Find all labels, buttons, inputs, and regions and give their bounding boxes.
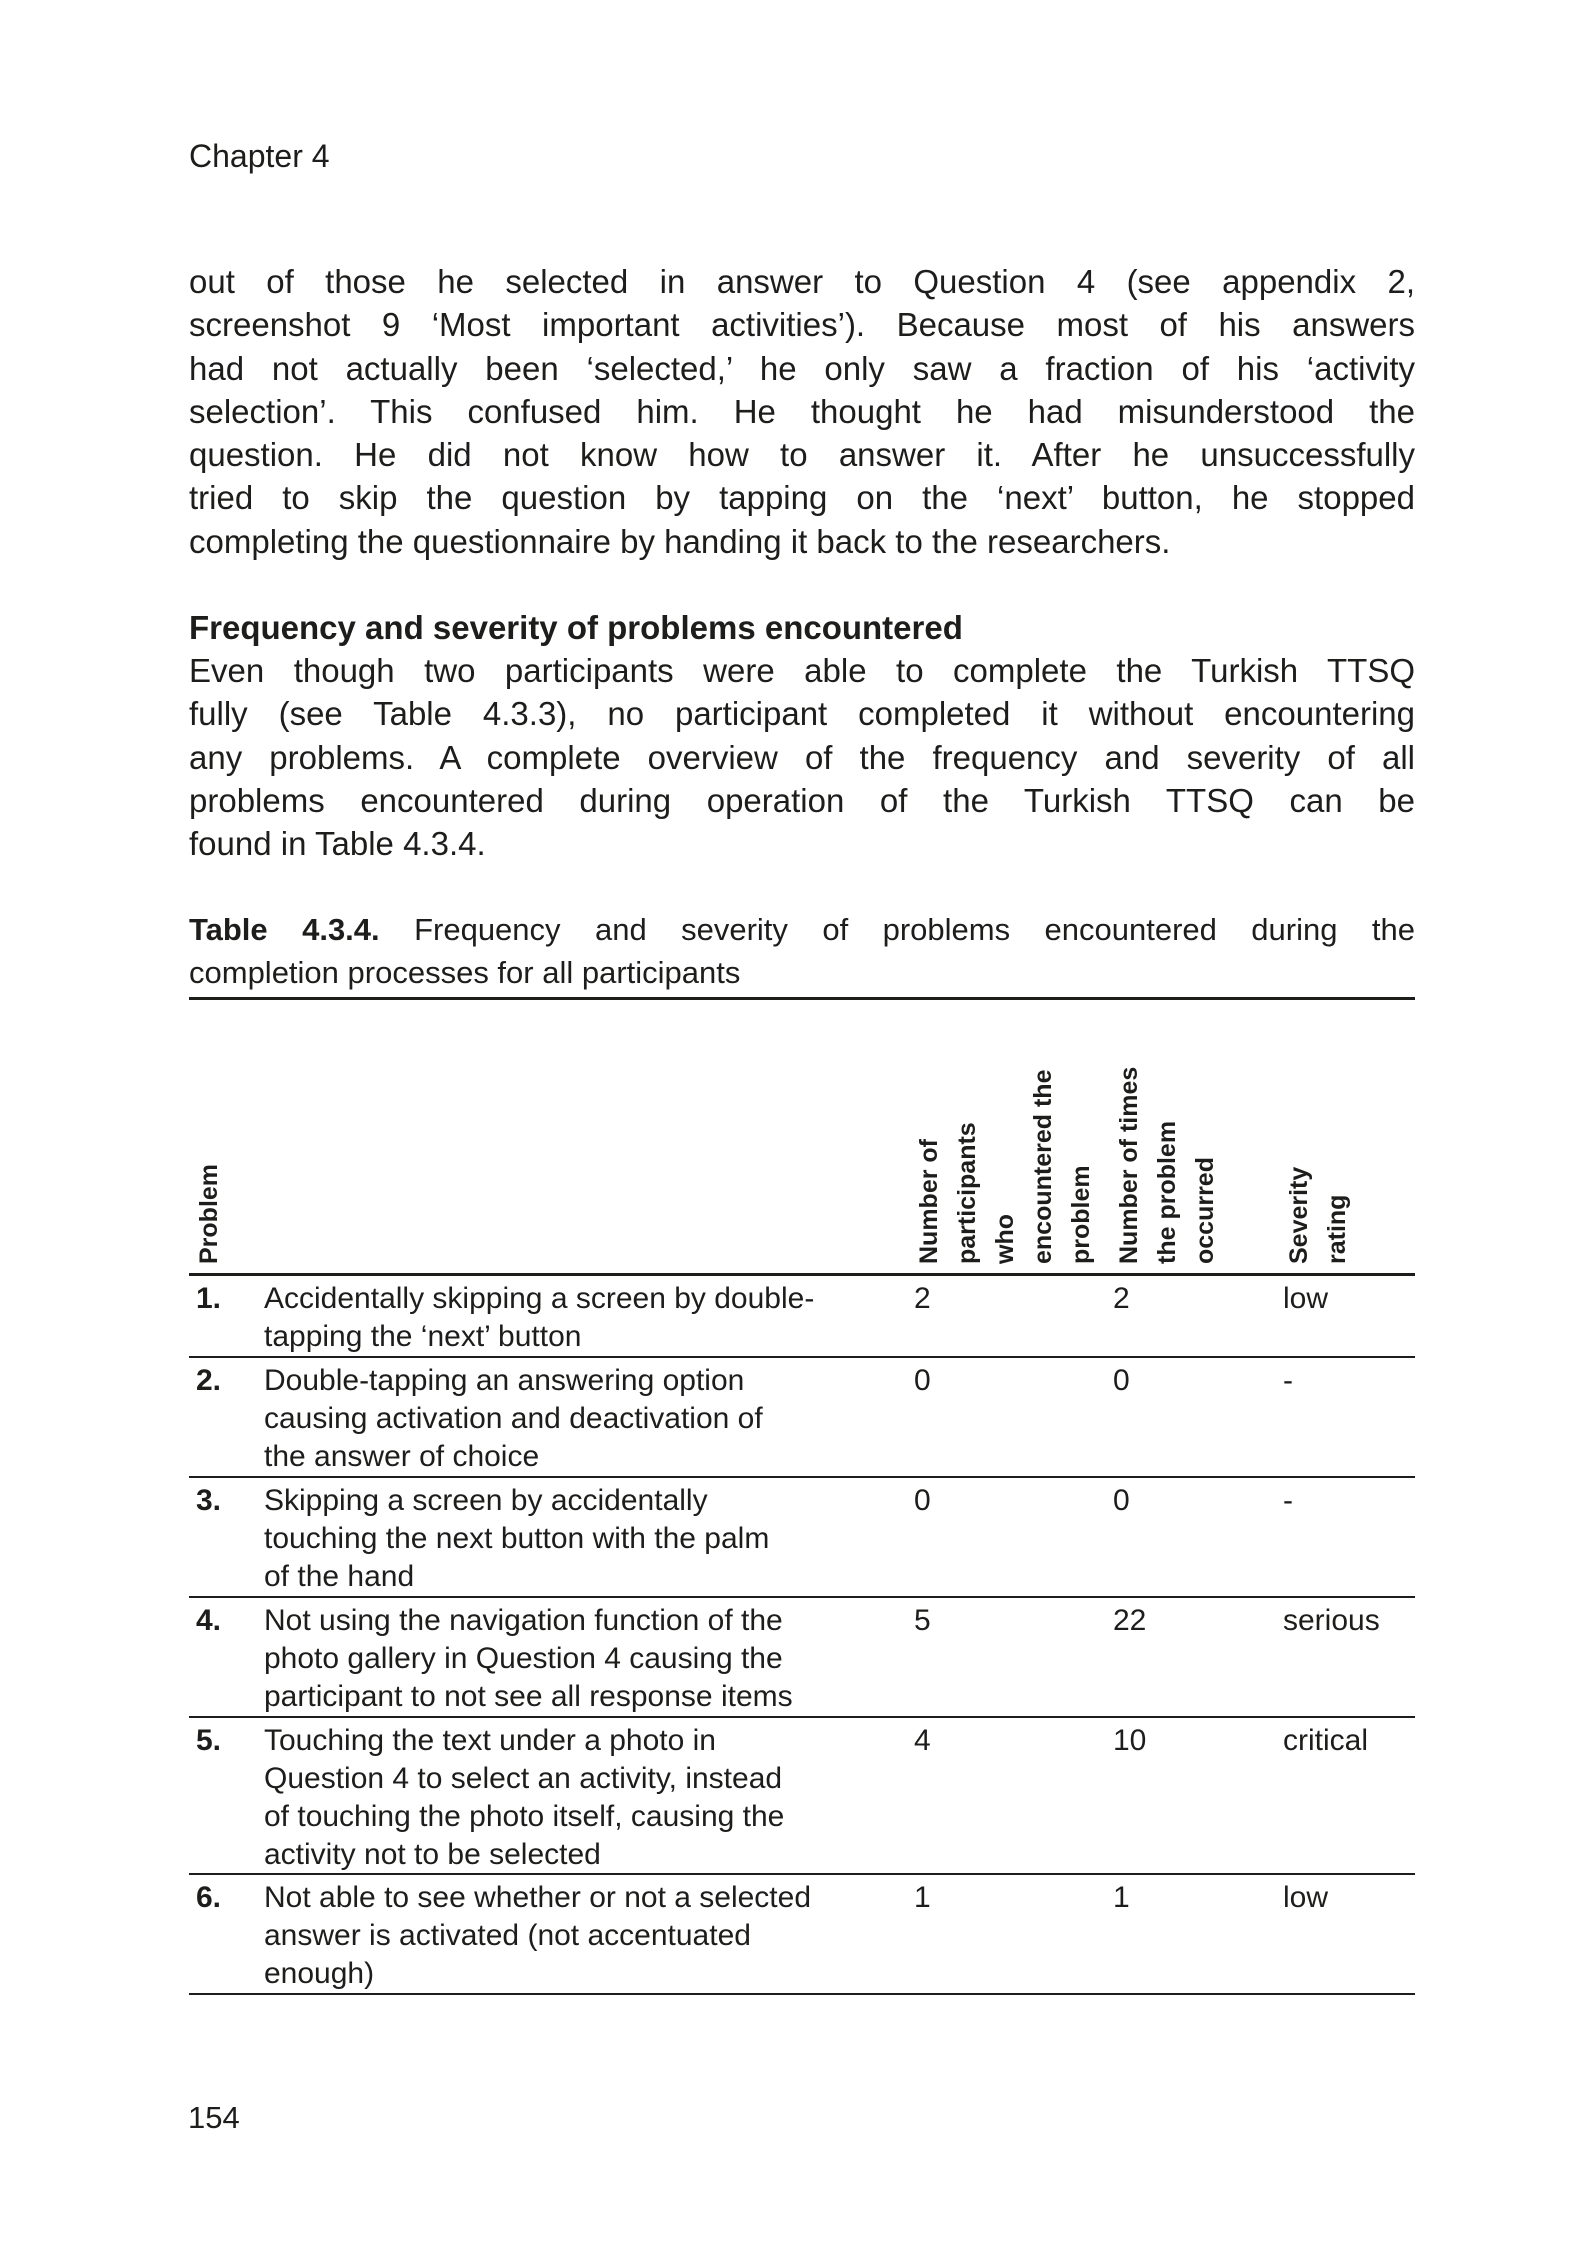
row-number: 5. [196, 1724, 222, 1757]
desc-line: of the hand [264, 1560, 415, 1593]
participants-count: 5 [914, 1604, 931, 1637]
desc-line: photo gallery in Question 4 causing the [264, 1642, 783, 1675]
problem-description [264, 1482, 904, 1596]
desc-line: tapping the ‘next’ button [264, 1320, 582, 1353]
page-number: 154 [188, 2100, 240, 2135]
desc-line: the answer of choice [264, 1440, 540, 1473]
desc-line: answer is activated (not accentuated [264, 1919, 751, 1952]
desc-line: Not able to see whether or not a selected [264, 1881, 812, 1914]
header-line: Number of times [1115, 1066, 1143, 1264]
header-times [1110, 1004, 1224, 1264]
section-heading: Frequency and severity of problems encountered [189, 609, 963, 646]
text-line: had not actually been ‘selected,’ he only saw a fraction of his ‘activity [189, 349, 1415, 387]
desc-line: enough) [264, 1957, 375, 1990]
body-paragraph-2 [189, 649, 1415, 865]
table-top-rule [189, 997, 1415, 1000]
header-participants [910, 1010, 1100, 1264]
severity-rating: serious [1283, 1604, 1380, 1637]
text-line: Even though two participants were able to complete the Turkish TTSQ [189, 652, 1415, 689]
problem-description [264, 1280, 904, 1356]
severity-rating: low [1283, 1881, 1329, 1914]
times-count: 0 [1113, 1484, 1130, 1517]
row-divider [189, 1596, 1415, 1598]
problem-description [264, 1362, 904, 1476]
text-line: screenshot 9 ‘Most important activities’). Because most of his answers [189, 306, 1415, 344]
severity-rating: - [1283, 1484, 1293, 1517]
header-line: problem [1067, 1165, 1095, 1264]
row-number: 1. [196, 1282, 222, 1315]
text-line: completing the questionnaire by handing it back to the researchers. [189, 522, 1171, 560]
header-line: participants [953, 1122, 981, 1264]
times-count: 1 [1113, 1881, 1130, 1914]
desc-line: activity not to be selected [264, 1838, 601, 1871]
caption-label: Table 4.3.4. [189, 912, 380, 947]
row-number: 3. [196, 1484, 222, 1517]
header-line: Problem [195, 1163, 223, 1264]
row-number: 4. [196, 1604, 222, 1637]
text-line: tried to skip the question by tapping on the ‘next’ button, he stopped [189, 479, 1415, 517]
times-count: 22 [1113, 1604, 1147, 1637]
desc-line: Touching the text under a photo in [264, 1724, 716, 1757]
caption-line: completion processes for all participants [189, 955, 741, 991]
participants-count: 0 [914, 1364, 931, 1397]
text-line: question. He did not know how to answer it. After he unsuccessfully [189, 436, 1415, 474]
row-number: 2. [196, 1364, 222, 1397]
table-bottom-rule [189, 1993, 1415, 1995]
severity-rating: critical [1283, 1724, 1369, 1757]
participants-count: 2 [914, 1282, 931, 1315]
header-line: Severity [1285, 1166, 1313, 1264]
running-head: Chapter 4 [189, 138, 330, 174]
desc-line: participant to not see all response items [264, 1680, 793, 1713]
severity-rating: low [1283, 1282, 1329, 1315]
participants-count: 0 [914, 1484, 931, 1517]
header-line: Number of [915, 1139, 943, 1264]
table-caption [189, 908, 1415, 995]
text-line: found in Table 4.3.4. [189, 825, 486, 863]
caption-line [189, 908, 1415, 951]
times-count: 2 [1113, 1282, 1130, 1315]
text-line: fully (see Table 4.3.3), no participant completed it without encountering [189, 695, 1415, 733]
caption-text: Frequency and severity of problems encountered during the [379, 912, 1415, 947]
row-divider [189, 1476, 1415, 1478]
problem-description [264, 1879, 904, 1993]
participants-count: 4 [914, 1724, 931, 1757]
times-count: 10 [1113, 1724, 1147, 1757]
row-divider [189, 1356, 1415, 1358]
header-line: encountered the [1029, 1069, 1057, 1264]
severity-rating: - [1283, 1364, 1293, 1397]
header-severity [1280, 1130, 1356, 1264]
desc-line: Question 4 to select an activity, instead [264, 1762, 783, 1795]
text-line: any problems. A complete overview of the frequency and severity of all [189, 738, 1415, 776]
desc-line: causing activation and deactivation of [264, 1402, 763, 1435]
desc-line: Accidentally skipping a screen by double- [264, 1282, 815, 1315]
problem-description [264, 1722, 904, 1874]
desc-line: touching the next button with the palm [264, 1522, 770, 1555]
desc-line: Double-tapping an answering option [264, 1364, 745, 1397]
desc-line: Not using the navigation function of the [264, 1604, 783, 1637]
header-problem [190, 1128, 228, 1264]
text-line: out of those he selected in answer to Question 4 (see appendix 2, [189, 263, 1415, 300]
text-line: selection’. This confused him. He thought he had misunderstood the [189, 392, 1415, 430]
table-header-rule [189, 1273, 1415, 1276]
header-line: who [991, 1214, 1019, 1264]
row-number: 6. [196, 1881, 222, 1914]
problem-description [264, 1602, 904, 1716]
header-line: the problem [1153, 1120, 1181, 1264]
times-count: 0 [1113, 1364, 1130, 1397]
participants-count: 1 [914, 1881, 931, 1914]
desc-line: Skipping a screen by accidentally [264, 1484, 708, 1517]
row-divider [189, 1716, 1415, 1718]
header-line: occurred [1191, 1157, 1219, 1264]
body-paragraph-1 [189, 260, 1415, 563]
header-line: rating [1323, 1194, 1351, 1264]
text-line: problems encountered during operation of the Turkish TTSQ can be [189, 781, 1415, 819]
desc-line: of touching the photo itself, causing the [264, 1800, 785, 1833]
